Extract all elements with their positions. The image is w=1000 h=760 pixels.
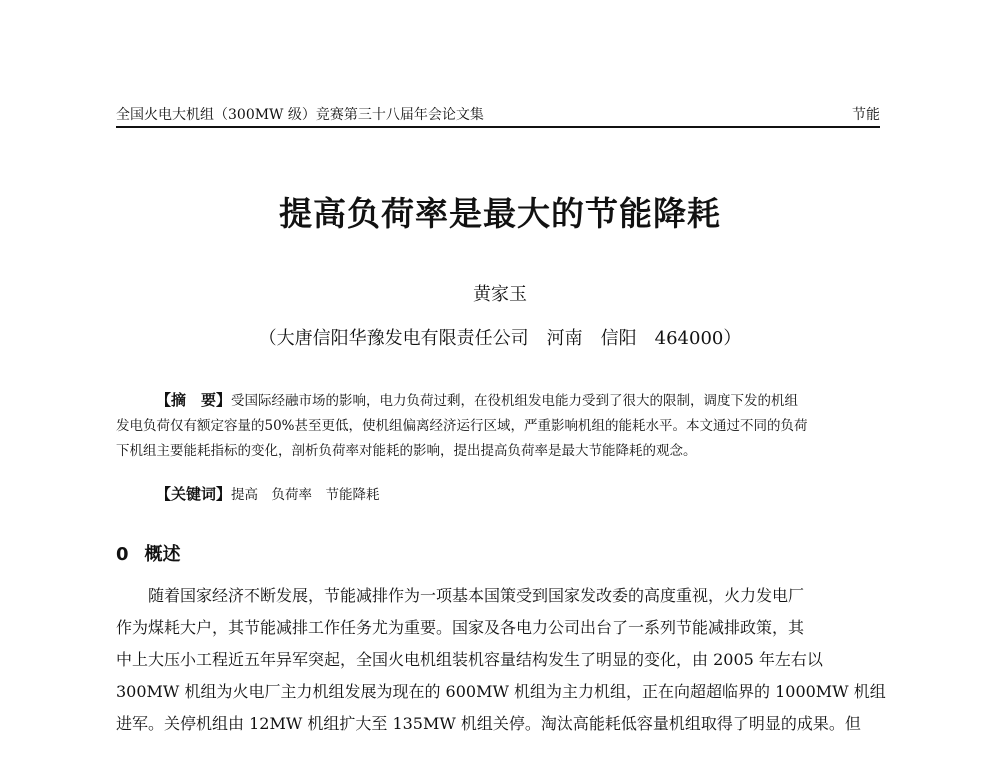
section-title: 概述 — [144, 544, 181, 565]
keywords-text: 提高 负荷率 节能降耗 — [231, 487, 380, 503]
body-line: 300MW 机组为火电厂主力机组发展为现在的 600MW 机组为主力机组，正在向超超临界的 1000MW 机组 — [116, 682, 886, 701]
abstract-line: 发电负荷仅有额定容量的50%甚至更低，使机组偏离经济运行区域，严重影响机组的能耗水平。本文通过不同的负荷 — [116, 418, 808, 434]
abstract-line: 下机组主要能耗指标的变化，剖析负荷率对能耗的影响，提出提高负荷率是最大节能降耗的观念。 — [116, 443, 697, 459]
abstract-line — [116, 388, 880, 414]
section-number: 0 — [116, 544, 129, 565]
author-name: 黄家玉 — [473, 284, 527, 305]
body-line: 进军。关停机组由 12MW 机组扩大至 135MW 机组关停。淘汰高能耗低容量机组取得了明显的成果。但 — [116, 714, 861, 733]
abstract-text: 受国际经融市场的影响，电力负荷过剩，在役机组发电能力受到了很大的限制，调度下发的机组 — [231, 393, 799, 409]
abstract — [116, 388, 880, 464]
body-line: 随着国家经济不断发展，节能减排作为一项基本国策受到国家发改委的高度重视，火力发电厂 — [148, 586, 805, 605]
section-heading — [116, 540, 181, 566]
abstract-label: 【摘 要】 — [156, 391, 232, 409]
body-line: 中上大压小工程近五年异军突起，全国火电机组装机容量结构发生了明显的变化，由 2005 年左右以 — [116, 650, 823, 669]
author-affiliation: （大唐信阳华豫发电有限责任公司 河南 信阳 464000） — [258, 328, 742, 349]
running-header — [116, 102, 880, 128]
body-line: 作为煤耗大户，其节能减排工作任务尤为重要。国家及各电力公司出台了一系列节能减排政策，其 — [116, 618, 805, 637]
running-header-left: 全国火电大机组（300MW 级）竞赛第三十八届年会论文集 — [116, 107, 484, 123]
keywords-label: 【关键词】 — [156, 485, 232, 503]
running-header-right: 节能 — [852, 107, 880, 123]
body-paragraph — [116, 580, 886, 740]
paper-title: 提高负荷率是最大的节能降耗 — [279, 194, 721, 233]
keywords — [156, 482, 880, 508]
